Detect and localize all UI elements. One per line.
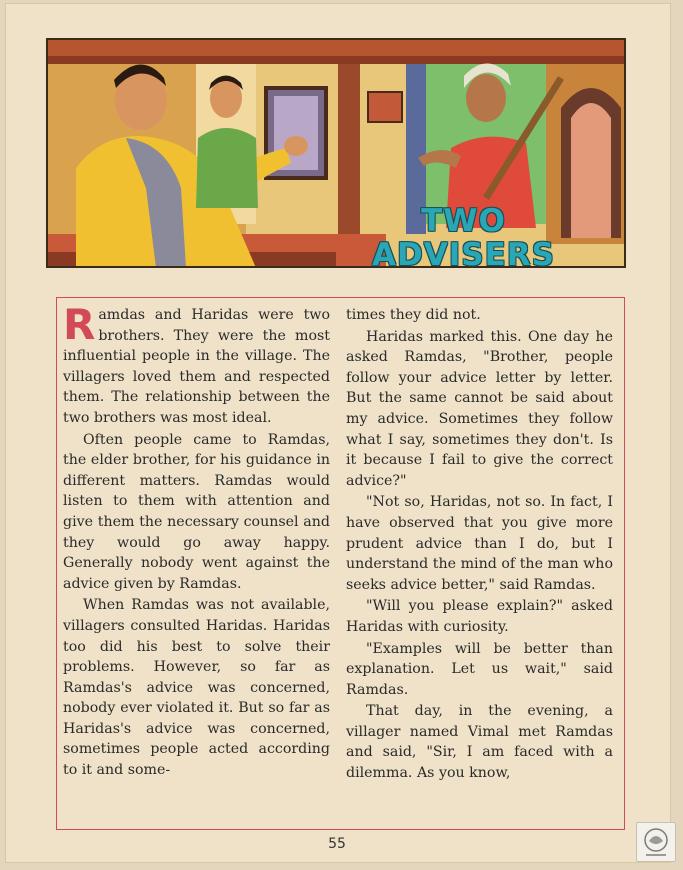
left-column bbox=[63, 300, 330, 782]
paragraph: Often people came to Ramdas, the elder brother, for his guidance in different matters. Ramdas would listen to them with attention and give them the necessary counsel and they would go away happy. Generally nobody went against the advice given by Ramdas. bbox=[63, 431, 330, 592]
right-column bbox=[346, 305, 613, 785]
story-text-frame bbox=[56, 297, 625, 830]
paragraph: "Will you please explain?" asked Haridas with curiosity. bbox=[346, 598, 613, 635]
paragraph-text: amdas and Haridas were two brothers. They were the most influential people in the village. The villagers loved them and respected them. The relationship between the two brothers was most ideal. bbox=[63, 307, 330, 426]
paragraph: times they did not. bbox=[346, 307, 481, 323]
title-line-2: ADVISERS bbox=[372, 237, 555, 273]
drop-cap: R bbox=[63, 300, 96, 349]
paragraph: Haridas marked this. One day he asked Ramdas, "Brother, people follow your advice letter by letter. But the same cannot be said about my advice. Sometimes they follow what I say, sometimes they don't. Is it because I fail to give the correct advice?" bbox=[346, 328, 613, 489]
paragraph: That day, in the evening, a villager named Vimal met Ramdas and said, "Sir, I am faced with a dilemma. As you know, bbox=[346, 703, 613, 782]
paragraph: When Ramdas was not available, villagers consulted Haridas. Haridas too did his best to solve their problems. However, so far as Ramdas's advice was concerned, nobody ever violated it. But so far as Haridas's advice was concerned, sometimes people acted according to it and some- bbox=[63, 597, 330, 779]
title-line-1: TWO bbox=[421, 203, 506, 239]
story-title bbox=[361, 204, 566, 274]
paragraph: "Not so, Haridas, not so. In fact, I have observed that you give more prudent advice than I do, but I understand the mind of the man who seeks advice better," said Ramdas. bbox=[346, 494, 613, 593]
book-page bbox=[6, 4, 670, 862]
page-number: 55 bbox=[328, 836, 346, 852]
paragraph: "Examples will be better than explanation. Let us wait," said Ramdas. bbox=[346, 640, 613, 698]
paragraph bbox=[63, 300, 330, 429]
library-stamp-icon bbox=[636, 822, 676, 862]
